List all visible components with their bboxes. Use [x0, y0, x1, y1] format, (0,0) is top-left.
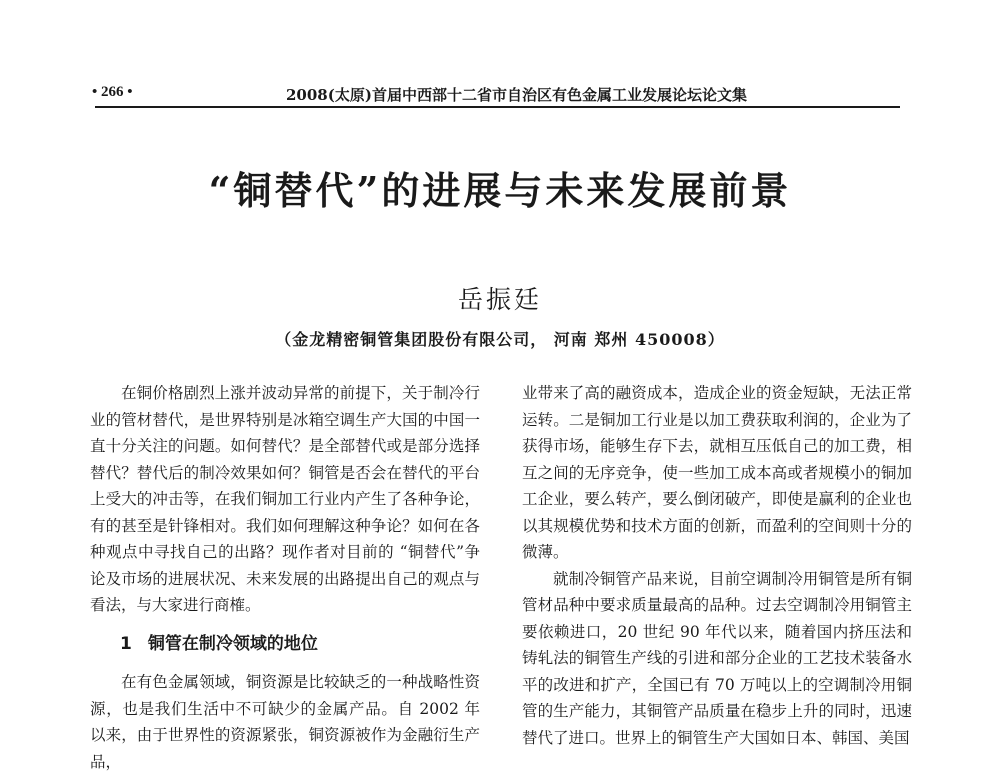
left-column — [90, 380, 480, 775]
section-paragraph: 在有色金属领域，铜资源是比较缺乏的一种战略性资源，也是我们生活中不可缺少的金属产品。自 2002 年以来，由于世界性的资源紧张，铜资源被作为金融衍生产品， — [90, 673, 480, 771]
article-title: “铜替代”的进展与未来发展前景 — [208, 168, 792, 213]
section-heading — [90, 631, 480, 658]
section-title: 铜管在制冷领域的地位 — [147, 633, 318, 654]
running-header — [90, 80, 900, 106]
right-column — [522, 380, 912, 751]
page-number: • 266 • — [92, 84, 133, 100]
journal-title: 2008(太原)首届中西部十二省市自治区有色金属工业发展论坛论文集 — [286, 86, 747, 104]
section-number: 1 — [120, 633, 132, 654]
header-rule — [95, 106, 900, 108]
body-paragraph: 就制冷铜管产品来说，目前空调制冷用铜管是所有铜管材品种中要求质量最高的品种。过去空调制冷用铜管主要依赖进口，20 世纪 90 年代以来，随着国内挤压法和铸轧法的铜管生产线的引进和部分企业的工艺技术装备水平的改进和扩产，全国已有 70 万吨以上的空调制冷用铜管的生产能力，其铜管产品质量在稳步上升的同时，迅速替代了进口。世界上的铜管生产大国如日本、韩国、美国 — [522, 569, 912, 747]
continued-paragraph: 业带来了高的融资成本，造成企业的资金短缺，无法正常运转。二是铜加工行业是以加工费获取利润的，企业为了获得市场，能够生存下去，就相互压低自己的加工费，相互之间的无序竞争，使一些加工成本高或者规模小的铜加工企业，要么转产，要么倒闭破产，即使是赢利的企业也以其规模优势和技术方面的创新，而盈利的空间则十分的微薄。 — [522, 384, 912, 561]
author-name: 岳振廷 — [457, 285, 542, 314]
author-affiliation: （金龙精密铜管集团股份有限公司， 河南 郑州 450008） — [275, 330, 725, 349]
intro-paragraph: 在铜价格剧烈上涨并波动异常的前提下，关于制冷行业的管材替代，是世界特别是冰箱空调生产大国的中国一直十分关注的问题。如何替代？是全部替代或是部分选择替代？替代后的制冷效果如何？铜管是否会在替代的平台上受大的冲击等，在我们铜加工行业内产生了各种争论，有的甚至是针锋相对。我们如何理解这种争论？如何在各种观点中寻找自己的出路？现作者对目前的 “铜替代”争论及市场的进展状况、未来发展的出路提出自己的观点与看法，与大家进行商榷。 — [90, 384, 480, 614]
